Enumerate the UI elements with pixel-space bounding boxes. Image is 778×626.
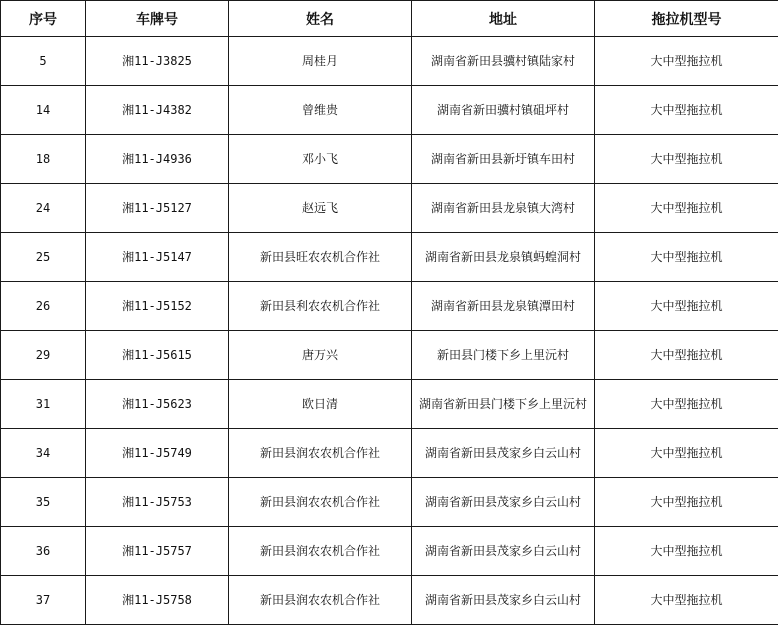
cell-model: 大中型拖拉机 [595, 380, 778, 429]
cell-address: 湖南省新田县骥村镇陆家村 [412, 37, 595, 86]
cell-name: 欧日清 [229, 380, 412, 429]
table-row [1, 86, 778, 135]
header-model: 拖拉机型号 [595, 1, 778, 37]
cell-model: 大中型拖拉机 [595, 233, 778, 282]
header-address: 地址 [412, 1, 595, 37]
cell-model: 大中型拖拉机 [595, 429, 778, 478]
cell-name: 新田县润农农机合作社 [229, 429, 412, 478]
header-row [1, 1, 778, 37]
cell-plate: 湘11-J5753 [86, 478, 229, 527]
table-row [1, 331, 778, 380]
cell-model: 大中型拖拉机 [595, 37, 778, 86]
cell-plate: 湘11-J5757 [86, 527, 229, 576]
cell-no: 14 [1, 86, 86, 135]
cell-address: 湖南省新田县茂家乡白云山村 [412, 478, 595, 527]
cell-no: 24 [1, 184, 86, 233]
cell-model: 大中型拖拉机 [595, 184, 778, 233]
cell-no: 37 [1, 576, 86, 625]
table-header [1, 1, 778, 37]
table-body [1, 37, 778, 625]
table-row [1, 37, 778, 86]
table-row [1, 527, 778, 576]
table-row [1, 429, 778, 478]
cell-name: 曾维贵 [229, 86, 412, 135]
cell-no: 36 [1, 527, 86, 576]
cell-no: 34 [1, 429, 86, 478]
cell-address: 湖南省新田县门楼下乡上里沅村 [412, 380, 595, 429]
cell-name: 新田县润农农机合作社 [229, 527, 412, 576]
table-row [1, 576, 778, 625]
cell-plate: 湘11-J5749 [86, 429, 229, 478]
table-row [1, 478, 778, 527]
cell-model: 大中型拖拉机 [595, 135, 778, 184]
cell-address: 湖南省新田县茂家乡白云山村 [412, 429, 595, 478]
cell-plate: 湘11-J5152 [86, 282, 229, 331]
cell-address: 湖南省新田骥村镇砠坪村 [412, 86, 595, 135]
cell-name: 邓小飞 [229, 135, 412, 184]
cell-name: 新田县旺农农机合作社 [229, 233, 412, 282]
cell-no: 18 [1, 135, 86, 184]
cell-plate: 湘11-J5623 [86, 380, 229, 429]
cell-address: 湖南省新田县龙泉镇潭田村 [412, 282, 595, 331]
cell-address: 湖南省新田县新圩镇车田村 [412, 135, 595, 184]
cell-plate: 湘11-J4382 [86, 86, 229, 135]
cell-no: 31 [1, 380, 86, 429]
cell-no: 5 [1, 37, 86, 86]
cell-plate: 湘11-J3825 [86, 37, 229, 86]
cell-no: 29 [1, 331, 86, 380]
cell-name: 新田县润农农机合作社 [229, 478, 412, 527]
cell-plate: 湘11-J5758 [86, 576, 229, 625]
cell-no: 26 [1, 282, 86, 331]
header-no: 序号 [1, 1, 86, 37]
cell-plate: 湘11-J5615 [86, 331, 229, 380]
cell-no: 25 [1, 233, 86, 282]
cell-name: 新田县利农农机合作社 [229, 282, 412, 331]
cell-model: 大中型拖拉机 [595, 478, 778, 527]
header-name: 姓名 [229, 1, 412, 37]
cell-model: 大中型拖拉机 [595, 576, 778, 625]
cell-plate: 湘11-J4936 [86, 135, 229, 184]
cell-model: 大中型拖拉机 [595, 282, 778, 331]
cell-plate: 湘11-J5147 [86, 233, 229, 282]
cell-name: 赵远飞 [229, 184, 412, 233]
cell-address: 湖南省新田县龙泉镇大湾村 [412, 184, 595, 233]
cell-model: 大中型拖拉机 [595, 331, 778, 380]
cell-model: 大中型拖拉机 [595, 527, 778, 576]
cell-name: 唐万兴 [229, 331, 412, 380]
table-row [1, 233, 778, 282]
cell-address: 湖南省新田县茂家乡白云山村 [412, 576, 595, 625]
table-row [1, 184, 778, 233]
cell-model: 大中型拖拉机 [595, 86, 778, 135]
header-plate: 车牌号 [86, 1, 229, 37]
table-row [1, 135, 778, 184]
cell-name: 新田县润农农机合作社 [229, 576, 412, 625]
table-row [1, 380, 778, 429]
cell-name: 周桂月 [229, 37, 412, 86]
cell-address: 新田县门楼下乡上里沅村 [412, 331, 595, 380]
cell-no: 35 [1, 478, 86, 527]
table-row [1, 282, 778, 331]
cell-plate: 湘11-J5127 [86, 184, 229, 233]
cell-address: 湖南省新田县茂家乡白云山村 [412, 527, 595, 576]
cell-address: 湖南省新田县龙泉镇蚂蝗洞村 [412, 233, 595, 282]
